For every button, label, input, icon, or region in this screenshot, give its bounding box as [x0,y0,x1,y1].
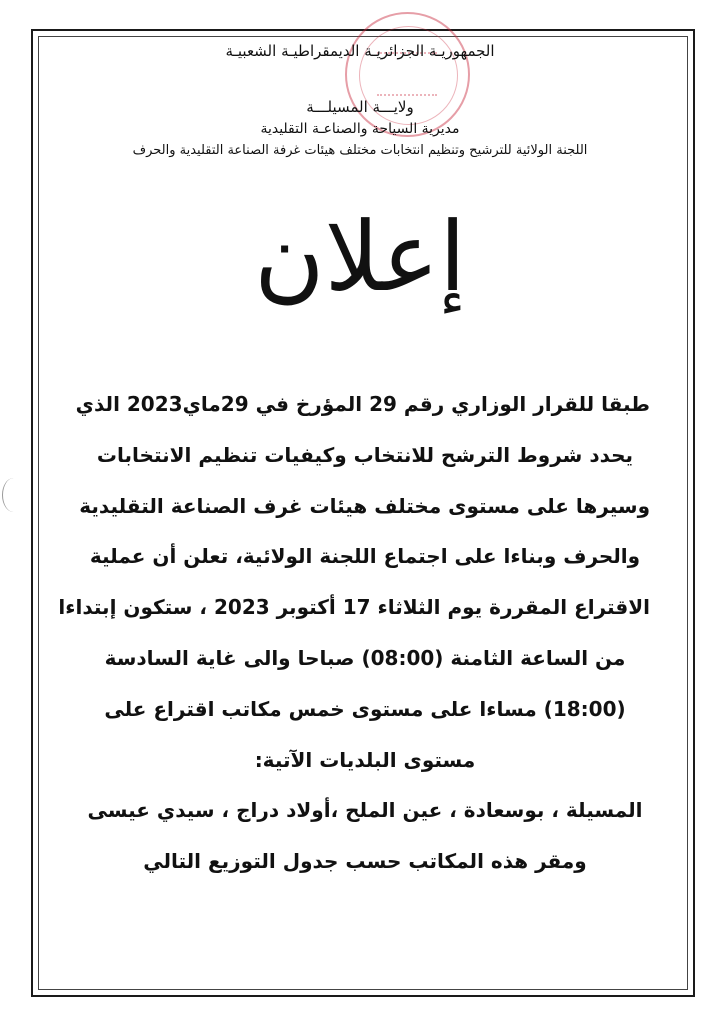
body-line: وسيرها على مستوى مختلف هيئات غرف الصناعة التقليدية [79,493,650,518]
scan-hole-punch-mark [2,478,25,512]
body-line: المسيلة ، بوسعادة ، عين الملح ،أولاد دراج ، سيدي عيسى [87,798,643,823]
body-line: ومقر هذه المكاتب حسب جدول التوزيع التالي [143,849,587,874]
announcement-title: إعلان [254,201,466,313]
body-line: (18:00) مساءا على مستوى خمس مكاتب اقتراع على [104,696,626,721]
announcement-body [58,379,650,887]
body-line: من الساعة الثامنة (08:00) صباحا والى غاية السادسة [104,645,626,670]
header-directorate: مديرية السياحة والصناعـة التقليدية [260,121,460,137]
official-stamp [345,12,470,137]
header-province: ولايـــة المسيلـــة [306,98,414,116]
body-line: والحرف وبناءا على اجتماع اللجنة الولائية، تعلن أن عملية [89,544,641,569]
body-line: الاقتراع المقررة يوم الثلاثاء 17 أكتوبر 2023 ، ستكون إبتداءا [58,595,650,620]
header-committee: اللجنة الولائية للترشيح وتنظيم انتخابات مختلف هيئات غرفة الصناعة التقليدية والحرف [132,143,588,158]
header-republic: الجمهوريـة الجزائريـة الديمقراطيـة الشعبيـة [225,42,495,60]
body-line: طبقا للقرار الوزاري رقم 29 المؤرخ في 29ماي2023 الذي [75,392,650,416]
body-line: يحدد شروط الترشح للانتخاب وكيفيات تنظيم الانتخابات [96,442,634,467]
body-line: مستوى البلديات الآتية: [254,747,476,772]
